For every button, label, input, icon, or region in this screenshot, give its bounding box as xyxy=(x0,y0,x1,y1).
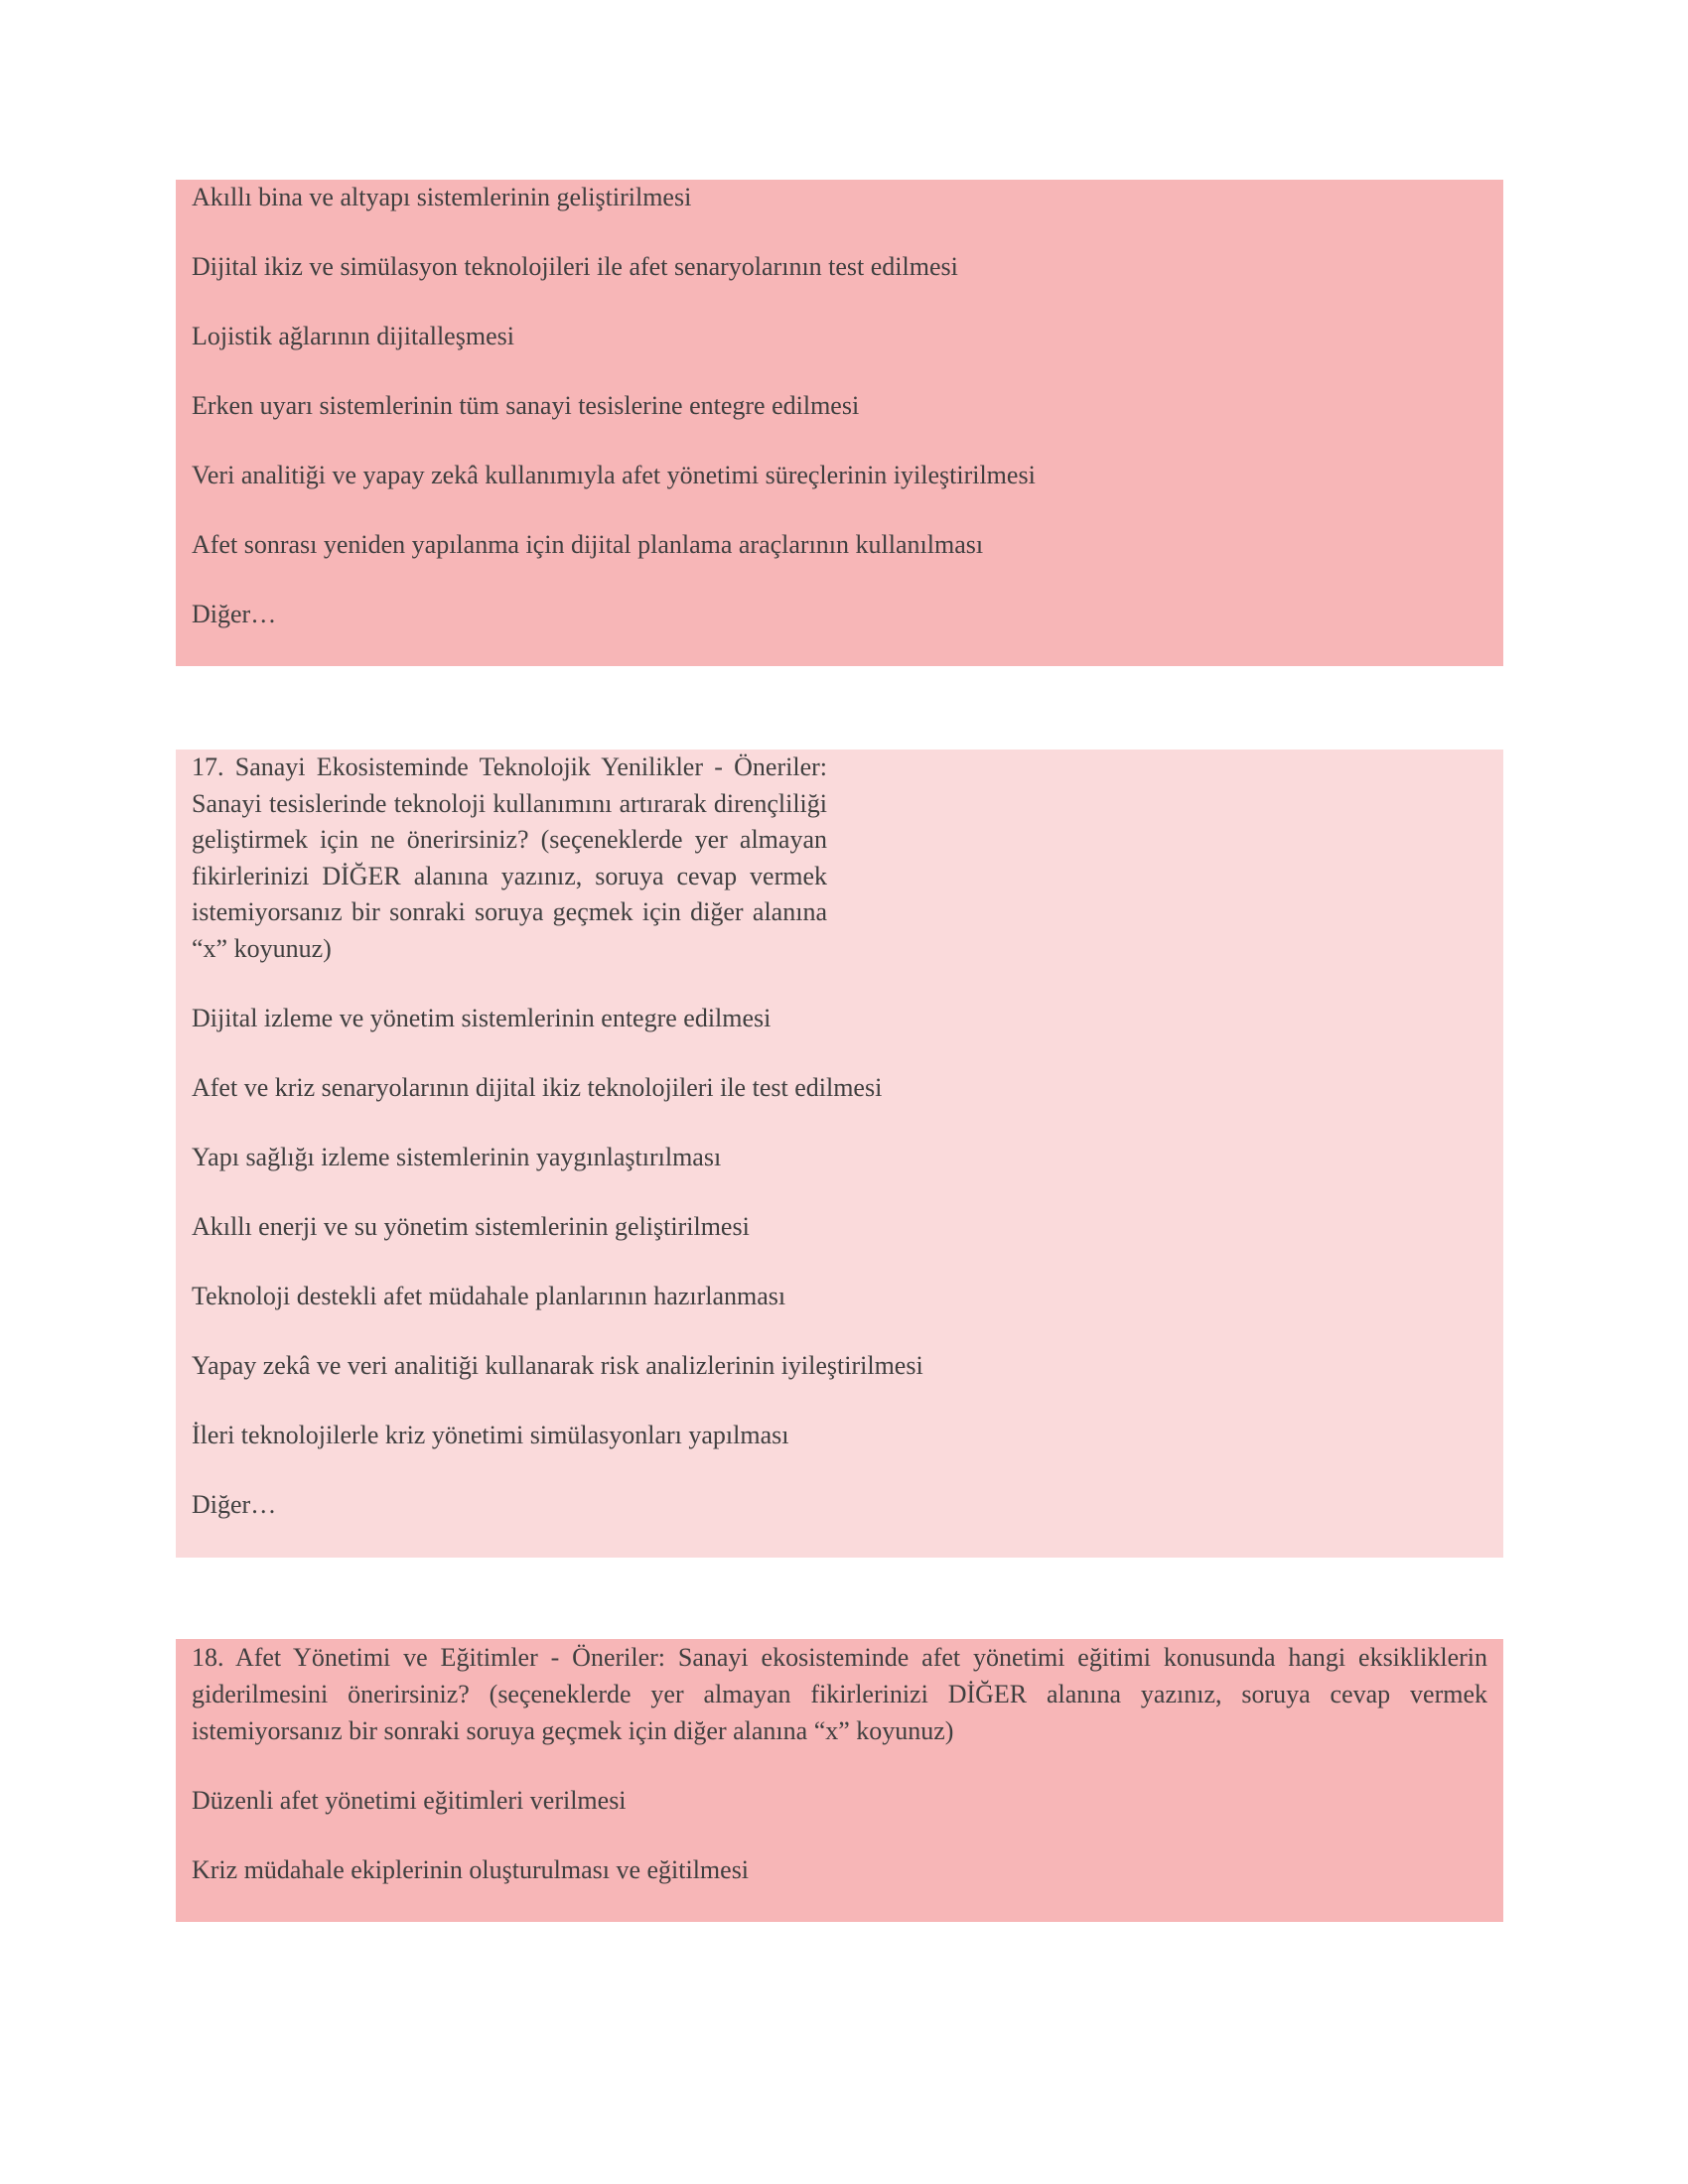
q17-option-digital-twin: Afet ve kriz senaryolarının dijital ikiz teknolojileri ile test edilmesi xyxy=(192,1073,883,1102)
question-18-text: 18. Afet Yönetimi ve Eğitimler - Öneriler: Sanayi ekosisteminde afet yönetimi eğitimi konusunda hangi eksikliklerin giderilmesini önerirsiniz? (seçeneklerde yer almayan fikirlerinizi DİĞER alanına yazınız, soruya cevap vermek istemiyorsanız bir sonraki soruya geçmek için diğer alanına “x” koyunuz) xyxy=(192,1643,1487,1745)
previous-question-options-block xyxy=(176,180,1503,666)
option-early-warning: Erken uyarı sistemlerinin tüm sanayi tesislerine entegre edilmesi xyxy=(192,391,860,420)
option-data-analytics-ai: Veri analitiği ve yapay zekâ kullanımıyla afet yönetimi süreçlerinin iyileştirilmesi xyxy=(192,461,1036,489)
q17-option-other: Diğer… xyxy=(192,1490,277,1519)
question-17-text: 17. Sanayi Ekosisteminde Teknolojik Yenilikler - Öneriler: Sanayi tesislerinde teknoloji kullanımını artırarak dirençliliği geliştirmek için ne önerirsiniz? (seçeneklerde yer almayan fikirlerinizi DİĞER alanına yazınız, soruya cevap vermek istemiyorsanız bir sonraki soruya geçmek için diğer alanına “x” koyunuz) xyxy=(192,752,827,963)
q17-option-ai-risk-analysis: Yapay zekâ ve veri analitiği kullanarak risk analizlerinin iyileştirilmesi xyxy=(192,1351,923,1380)
option-digital-twin-simulation: Dijital ikiz ve simülasyon teknolojileri ile afet senaryolarının test edilmesi xyxy=(192,252,958,281)
q17-option-digital-monitoring: Dijital izleme ve yönetim sistemlerinin entegre edilmesi xyxy=(192,1004,772,1032)
option-post-disaster-planning: Afet sonrası yeniden yapılanma için dijital planlama araçlarının kullanılması xyxy=(192,530,984,559)
q17-option-structural-health: Yapı sağlığı izleme sistemlerinin yaygınlaştırılması xyxy=(192,1143,722,1171)
q18-option-crisis-teams: Kriz müdahale ekiplerinin oluşturulması ve eğitilmesi xyxy=(192,1855,750,1884)
option-smart-building: Akıllı bina ve altyapı sistemlerinin geliştirilmesi xyxy=(192,183,692,211)
q17-option-tech-response-plans: Teknoloji destekli afet müdahale planlarının hazırlanması xyxy=(192,1282,786,1310)
option-other: Diğer… xyxy=(192,600,277,628)
q18-option-regular-training: Düzenli afet yönetimi eğitimleri verilmesi xyxy=(192,1786,627,1815)
question-18-block xyxy=(176,1639,1503,1922)
question-17-block xyxy=(176,750,1503,1558)
q17-option-smart-energy-water: Akıllı enerji ve su yönetim sistemlerinin geliştirilmesi xyxy=(192,1212,750,1241)
option-logistics-digitalization: Lojistik ağlarının dijitalleşmesi xyxy=(192,322,514,350)
q17-option-crisis-simulations: İleri teknolojilerle kriz yönetimi simülasyonları yapılması xyxy=(192,1421,789,1449)
